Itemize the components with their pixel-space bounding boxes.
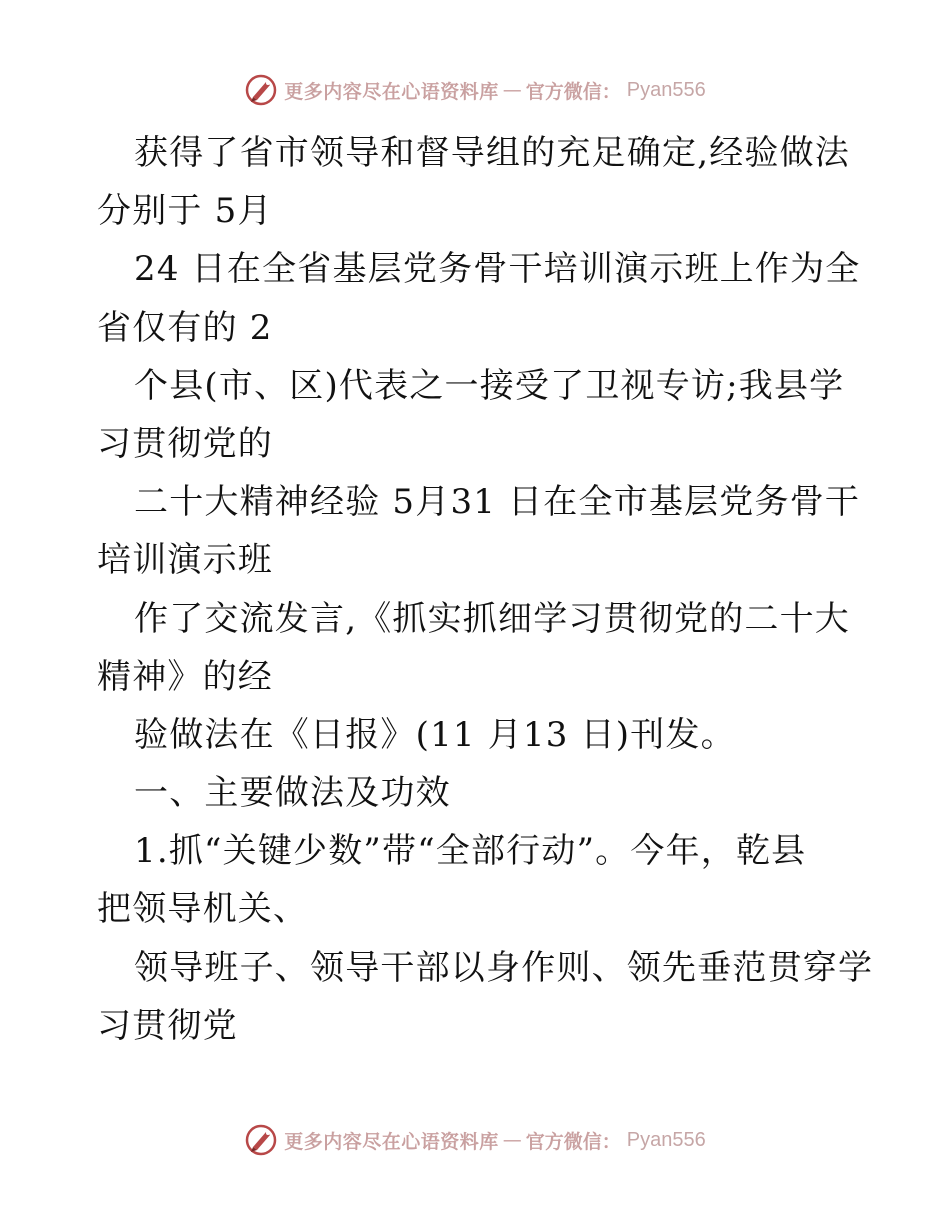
footer-watermark [0, 1120, 950, 1160]
watermark-text: 更多内容尽在心语资料库 [284, 80, 499, 103]
text-line: 领导班子、领导干部以身作则、领先垂范贯穿学 [134, 947, 874, 988]
section-heading: 一、主要做法及功效 [134, 773, 451, 814]
pen-logo-icon [244, 73, 278, 107]
text-line: 验做法在《日报》(11 月13 日)刊发。 [134, 714, 736, 755]
text-line: 精神》的经 [97, 656, 273, 697]
watermark-dash: — [502, 1129, 522, 1151]
text-line: 1.抓“关键少数”带“全部行动”。今年，乾县 [134, 831, 807, 872]
text-line: 习贯彻党的 [97, 423, 273, 464]
watermark-wechat-id: Pyan556 [626, 1128, 706, 1151]
body-text [97, 124, 874, 1055]
text-line: 习贯彻党 [97, 1005, 238, 1046]
text-line: 作了交流发言,《抓实抓细学习贯彻党的二十大 [134, 598, 851, 639]
text-line: 获得了省市领导和督导组的充足确定,经验做法 [134, 133, 851, 173]
text-line: 省仅有的 2 [97, 307, 273, 348]
header-watermark [0, 70, 950, 110]
text-line: 个县(市、区)代表之一接受了卫视专访;我县学 [134, 365, 845, 406]
watermark-text: 更多内容尽在心语资料库 [284, 1130, 499, 1153]
text-line: 分别于 5月 [97, 191, 273, 232]
watermark-wechat-label: 官方微信： [525, 80, 621, 103]
watermark-wechat-id: Pyan556 [626, 78, 706, 101]
text-line: 24 日在全省基层党务骨干培训演示班上作为全 [134, 249, 861, 290]
text-line: 培训演示班 [97, 540, 273, 581]
watermark-dash: — [502, 79, 522, 101]
text-line: 二十大精神经验 5月31 日在全市基层党务骨干 [134, 482, 861, 523]
watermark-wechat-label: 官方微信： [525, 1130, 621, 1153]
text-line: 把领导机关、 [97, 889, 309, 930]
pen-logo-icon [244, 1123, 278, 1157]
